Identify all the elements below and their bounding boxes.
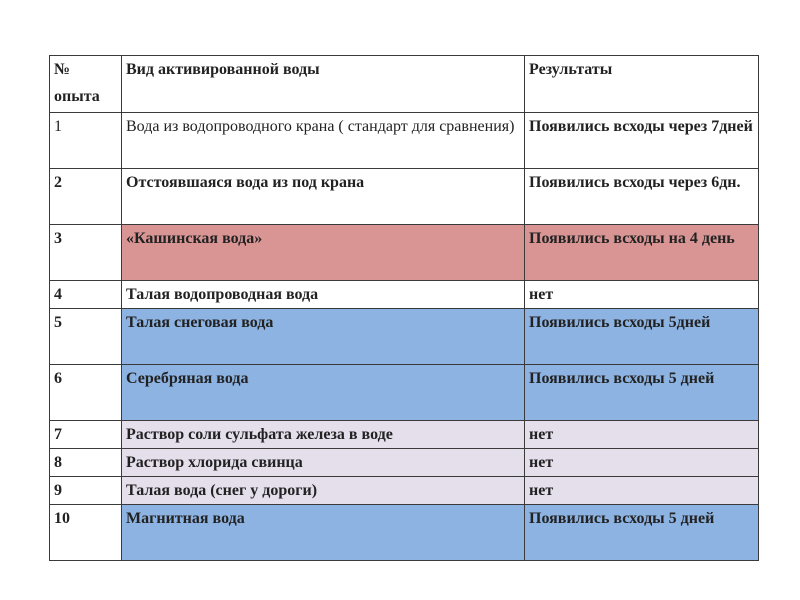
row-result: Появились всходы 5 дней: [525, 505, 759, 561]
table-row: [50, 365, 759, 421]
table-row: [50, 421, 759, 449]
row-result: нет: [525, 281, 759, 309]
row-result: Появились всходы 5дней: [525, 309, 759, 365]
row-number: 9: [50, 477, 122, 505]
row-result: нет: [525, 449, 759, 477]
row-number: 5: [50, 309, 122, 365]
row-water-type: «Кашинская вода»: [122, 225, 525, 281]
row-result: Появились всходы через 6дн.: [525, 169, 759, 225]
table-row: [50, 113, 759, 169]
row-water-type: Раствор соли сульфата железа в воде: [122, 421, 525, 449]
table-header-row: [50, 56, 759, 113]
header-results: Результаты: [525, 56, 759, 113]
table-row: [50, 505, 759, 561]
experiment-table: [49, 55, 759, 561]
row-water-type: Серебряная вода: [122, 365, 525, 421]
table-row: [50, 477, 759, 505]
row-number: 8: [50, 449, 122, 477]
row-water-type: Талая водопроводная вода: [122, 281, 525, 309]
row-water-type: Раствор хлорида свинца: [122, 449, 525, 477]
row-number: 2: [50, 169, 122, 225]
row-water-type: Талая снеговая вода: [122, 309, 525, 365]
row-number: 10: [50, 505, 122, 561]
table-row: [50, 281, 759, 309]
header-water-type: Вид активированной воды: [122, 56, 525, 113]
row-result: Появились всходы на 4 день: [525, 225, 759, 281]
table-row: [50, 449, 759, 477]
row-number: 6: [50, 365, 122, 421]
row-number: 1: [50, 113, 122, 169]
row-number: 7: [50, 421, 122, 449]
row-result: Появились всходы 5 дней: [525, 365, 759, 421]
row-water-type: Вода из водопроводного крана ( стандарт для сравнения): [122, 113, 525, 169]
row-result: нет: [525, 421, 759, 449]
table-row: [50, 225, 759, 281]
header-experiment-number: № опыта: [50, 56, 122, 113]
row-result: Появились всходы через 7дней: [525, 113, 759, 169]
row-water-type: Талая вода (снег у дороги): [122, 477, 525, 505]
row-number: 3: [50, 225, 122, 281]
table-row: [50, 169, 759, 225]
row-number: 4: [50, 281, 122, 309]
row-water-type: Магнитная вода: [122, 505, 525, 561]
table-row: [50, 309, 759, 365]
row-water-type: Отстоявшаяся вода из под крана: [122, 169, 525, 225]
row-result: нет: [525, 477, 759, 505]
